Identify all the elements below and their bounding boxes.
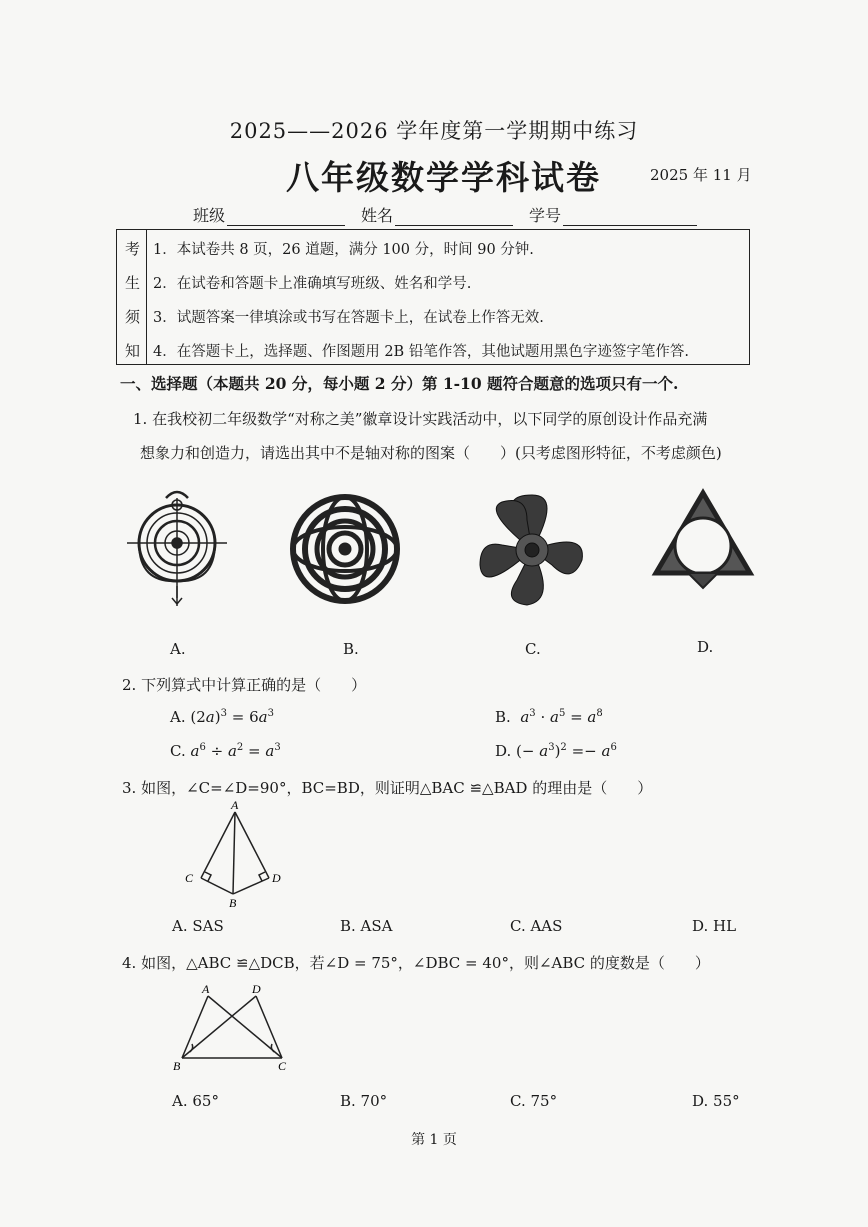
q4-figure: [170, 982, 300, 1072]
q4-stem: 4. 如图，△ABC ≌△DCB，若∠D = 75°，∠DBC = 40°，则∠ABC 的度数是（ ）: [122, 954, 710, 972]
id-blank[interactable]: [563, 209, 697, 226]
q3-option-c[interactable]: C. AAS: [510, 917, 563, 935]
name-label: 姓名: [361, 206, 394, 225]
notice-side-char: 考: [125, 240, 141, 258]
q1-figure-d: [648, 488, 758, 598]
notice-side-label: [117, 230, 147, 364]
notice-side-char: 知: [125, 342, 141, 360]
q1-label-b[interactable]: B.: [343, 640, 359, 658]
class-blank[interactable]: [227, 209, 345, 226]
id-field: [529, 203, 697, 226]
q2-stem: 2. 下列算式中计算正确的是（ ）: [122, 676, 367, 694]
option-letter: D.: [495, 742, 512, 760]
q3-stem: 3. 如图，∠C=∠D=90°，BC=BD，则证明△BAC ≌△BAD 的理由是（ ）: [122, 779, 653, 797]
notice-item: 1．本试卷共 8 页，26 道题，满分 100 分，时间 90 分钟.: [153, 242, 534, 258]
q1-stem-line1: 1. 在我校初二年级数学“对称之美”徽章设计实践活动中，以下同学的原创设计作品充满: [133, 410, 708, 428]
class-field: [193, 203, 345, 226]
exam-header: 2025——2026 学年度第一学期期中练习: [229, 119, 639, 143]
student-info-fields: [193, 203, 697, 226]
q3-label-b: B: [229, 896, 237, 910]
q3-option-b[interactable]: B. ASA: [340, 917, 393, 935]
q2-option-c[interactable]: C. $a^6 \div a^2 = a^3$: [170, 742, 281, 760]
q4-label-c: C: [278, 1059, 287, 1073]
notice-side-char: 须: [125, 308, 141, 326]
q3-figure: [183, 798, 293, 910]
notice-side-char: 生: [125, 274, 141, 292]
exam-date: 2025 年 11 月: [650, 166, 752, 184]
notice-item: 2．在试卷和答题卡上准确填写班级、姓名和学号.: [153, 276, 472, 292]
exam-notice-box: [116, 229, 750, 365]
q3-label-d: D: [272, 871, 281, 885]
q4-option-c[interactable]: C. 75°: [510, 1092, 558, 1110]
q3-option-d[interactable]: D. HL: [692, 917, 737, 935]
q1-label-a[interactable]: A.: [170, 640, 186, 658]
q2-option-b[interactable]: B. $a^3 \cdot a^5 = a^8$: [495, 708, 603, 726]
name-field: [361, 203, 513, 226]
q2-option-d[interactable]: D. (− $a^3)^2 =- a^6$: [495, 742, 617, 760]
q4-label-a: A: [202, 982, 210, 996]
q1-figure-a: [122, 478, 232, 608]
name-blank[interactable]: [395, 209, 513, 226]
q1-stem-line2: 想象力和创造力，请选出其中不是轴对称的图案（ ）(只考虑图形特征，不考虑颜色): [140, 444, 722, 462]
option-letter: A.: [170, 708, 186, 726]
q4-label-d: D: [252, 982, 261, 996]
q1-figure-b: [290, 494, 400, 604]
q4-option-b[interactable]: B. 70°: [340, 1092, 388, 1110]
q3-label-a: A: [231, 798, 239, 812]
q4-option-d[interactable]: D. 55°: [692, 1092, 740, 1110]
option-letter: B.: [495, 708, 511, 726]
q1-label-d[interactable]: D.: [697, 638, 714, 656]
section-heading: 一、选择题（本题共 20 分，每小题 2 分）第 1-10 题符合题意的选项只有一个.: [120, 374, 679, 393]
page-number: 第 1 页: [411, 1132, 457, 1148]
notice-item: 4．在答题卡上，选择题、作图题用 2B 铅笔作答，其他试题用黑色字迹签字笔作答.: [153, 344, 689, 360]
q1-figure-c: [472, 490, 592, 610]
page-title: 八年级数学学科试卷: [286, 158, 601, 197]
q4-label-b: B: [173, 1059, 181, 1073]
q4-option-a[interactable]: A. 65°: [172, 1092, 219, 1110]
id-label: 学号: [529, 206, 562, 225]
q3-option-a[interactable]: A. SAS: [172, 917, 224, 935]
option-letter: C.: [170, 742, 186, 760]
q2-option-a[interactable]: A. $(2a)^3 = 6a^3$: [170, 708, 274, 726]
q3-label-c: C: [185, 871, 194, 885]
q1-label-c[interactable]: C.: [525, 640, 541, 658]
class-label: 班级: [193, 206, 226, 225]
notice-item: 3．试题答案一律填涂或书写在答题卡上，在试卷上作答无效.: [153, 310, 544, 326]
